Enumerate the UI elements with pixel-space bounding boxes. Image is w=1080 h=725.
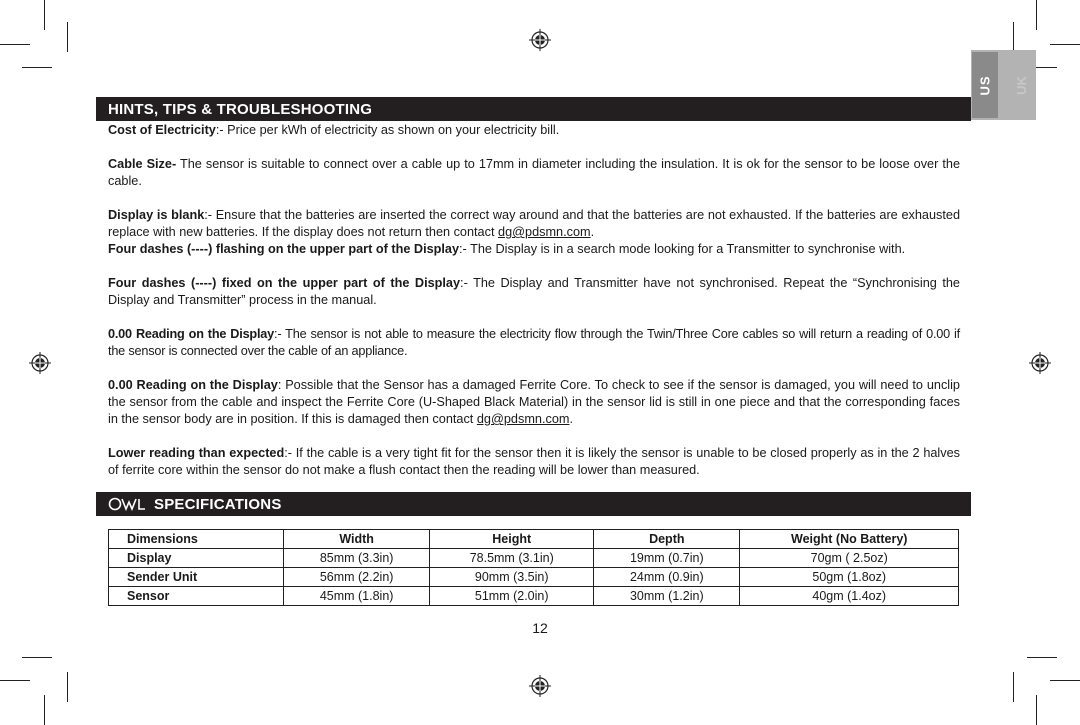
hint-label: Lower reading than expected bbox=[108, 446, 285, 460]
crop-mark bbox=[1036, 695, 1037, 725]
hint-dashes-fixed bbox=[108, 275, 960, 309]
page-number: 12 bbox=[532, 620, 548, 636]
hints-content bbox=[108, 122, 960, 496]
hint-text: :- If the cable is a very tight fit for the sensor then it is likely the sensor is unable to be closed properly as in the 2 halves of ferrite core within the sensor do not make a flush contact then the reading will be lower than measured. bbox=[108, 446, 960, 477]
row-label: Sensor bbox=[109, 587, 284, 606]
language-tab-us-label: US bbox=[977, 74, 993, 96]
table-cell: 45mm (1.8in) bbox=[284, 587, 430, 606]
hint-text: :- Price per kWh of electricity as shown on your electricity bill. bbox=[215, 123, 560, 137]
hint-label: Cable Size- bbox=[108, 157, 177, 171]
registration-target-icon bbox=[529, 29, 551, 51]
registration-target-icon bbox=[29, 352, 51, 374]
crop-mark bbox=[1013, 22, 1014, 52]
hint-zero-reading-cable bbox=[108, 326, 960, 360]
crop-mark bbox=[44, 695, 45, 725]
hint-label: Cost of Electricity bbox=[108, 123, 216, 137]
row-label: Display bbox=[109, 549, 284, 568]
specifications-title: SPECIFICATIONS bbox=[154, 495, 282, 513]
hints-section-title: HINTS, TIPS & TROUBLESHOOTING bbox=[108, 100, 373, 118]
table-row bbox=[109, 587, 959, 606]
column-header: Height bbox=[430, 530, 594, 549]
hint-text-end: . bbox=[590, 225, 595, 239]
hint-cable bbox=[108, 156, 960, 190]
hint-lower-reading bbox=[108, 445, 960, 479]
crop-mark bbox=[1050, 680, 1080, 681]
table-cell: 56mm (2.2in) bbox=[284, 568, 430, 587]
hint-text: :- The Display and Transmitter have not synchronised. Repeat the “Synchronising the Display and Transmitter” process in the manual. bbox=[108, 276, 960, 307]
language-tab-us bbox=[972, 52, 998, 118]
language-tab-other-label: UK bbox=[1013, 75, 1029, 95]
row-label: Sender Unit bbox=[109, 568, 284, 587]
crop-mark bbox=[22, 657, 52, 658]
table-row bbox=[109, 549, 959, 568]
hint-text: The sensor is suitable to connect over a cable up to 17mm in diameter including the insulation. It is ok for the sensor to be loose over the cable. bbox=[108, 157, 961, 188]
table-header-row bbox=[109, 530, 959, 549]
hint-cost bbox=[108, 122, 960, 139]
registration-target-icon bbox=[1029, 352, 1051, 374]
language-tab-other bbox=[1006, 52, 1036, 118]
column-header: Weight (No Battery) bbox=[740, 530, 959, 549]
table-cell: 70gm ( 2.5oz) bbox=[740, 549, 959, 568]
owl-logo bbox=[108, 497, 148, 511]
specifications-table bbox=[108, 529, 959, 606]
column-header: Dimensions bbox=[109, 530, 284, 549]
support-email-link[interactable]: dg@pdsmn.com bbox=[498, 225, 591, 239]
table-cell: 90mm (3.5in) bbox=[430, 568, 594, 587]
crop-mark bbox=[1036, 0, 1037, 30]
crop-mark bbox=[67, 22, 68, 52]
registration-target-icon bbox=[529, 675, 551, 697]
crop-mark bbox=[1027, 657, 1057, 658]
table-row bbox=[109, 568, 959, 587]
hint-text: : Possible that the Sensor has a damaged Ferrite Core. To check to see if the sensor is damaged, you will need to unclip the sensor from the cable and inspect the Ferrite Core (U-Shaped Black Material) in the sensor lid is still in one piece and that the corresponding faces in the sensor body are in position. If this is damaged then contact bbox=[108, 378, 960, 426]
crop-mark bbox=[0, 44, 30, 45]
crop-mark bbox=[22, 67, 52, 68]
table-cell: 85mm (3.3in) bbox=[284, 549, 430, 568]
table-cell: 50gm (1.8oz) bbox=[740, 568, 959, 587]
hint-label: 0.00 Reading on the Display bbox=[108, 327, 275, 341]
owl-logo-icon bbox=[108, 497, 148, 511]
support-email-link[interactable]: dg@pdsmn.com bbox=[476, 412, 570, 426]
hint-text: :- Ensure that the batteries are inserted the correct way around and that the batteries are not exhausted. If the batteries are exhausted replace with new batteries. If the display does not return then contact bbox=[108, 208, 960, 239]
hint-label: Display is blank bbox=[108, 208, 205, 222]
crop-mark bbox=[1013, 672, 1014, 702]
hint-display-blank bbox=[108, 207, 960, 241]
hint-label: Four dashes (----) flashing on the upper part of the Display bbox=[108, 242, 460, 256]
table-cell: 51mm (2.0in) bbox=[430, 587, 594, 606]
hint-zero-reading-ferrite bbox=[108, 377, 960, 428]
hints-section-header bbox=[96, 97, 971, 121]
column-header: Width bbox=[284, 530, 430, 549]
table-cell: 78.5mm (3.1in) bbox=[430, 549, 594, 568]
hint-text: :- The sensor is not able to measure the electricity flow through the Twin/Three Core cables so will return a reading of 0.00 if the sensor is connected over the cable of an appliance. bbox=[108, 327, 960, 358]
crop-mark bbox=[44, 0, 45, 30]
table-cell: 24mm (0.9in) bbox=[594, 568, 740, 587]
hint-label: 0.00 Reading on the Display bbox=[108, 378, 278, 392]
hint-text-end: . bbox=[569, 412, 573, 426]
hint-dashes-flashing bbox=[108, 241, 960, 258]
crop-mark bbox=[1050, 44, 1080, 45]
hint-text: :- The Display is in a search mode looking for a Transmitter to synchronise with. bbox=[459, 242, 906, 256]
table-cell: 19mm (0.7in) bbox=[594, 549, 740, 568]
crop-mark bbox=[0, 680, 30, 681]
hint-label: Four dashes (----) fixed on the upper part of the Display bbox=[108, 276, 461, 290]
table-cell: 40gm (1.4oz) bbox=[740, 587, 959, 606]
specifications-section-header bbox=[96, 492, 971, 516]
column-header: Depth bbox=[594, 530, 740, 549]
table-cell: 30mm (1.2in) bbox=[594, 587, 740, 606]
crop-mark bbox=[67, 672, 68, 702]
